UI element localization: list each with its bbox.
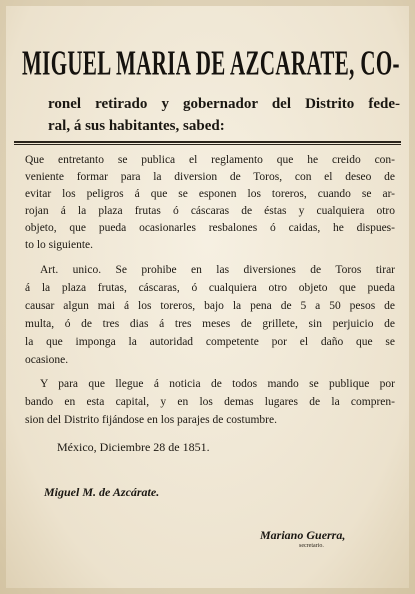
body-line: rojan á la plaza frutas ó cáscaras de éstas y cualquiera otro (25, 205, 395, 217)
article-line: la que imponga la autoridad competente por el daño que se (25, 336, 395, 348)
secretary-signature: Mariano Guerra, (260, 528, 346, 542)
body-line: objeto, que pueda ocasionarles resbalones ó caidas, he dispues- (25, 222, 395, 234)
proclamation-heading: MIGUEL MARIA DE AZCARATE, CO- (22, 44, 400, 83)
body-line: Que entretanto se publica el reglamento que he creido con- (25, 154, 395, 166)
proclamation-date: México, Diciembre 28 de 1851. (57, 440, 210, 454)
closing-line: Y para que llegue á noticia de todos mando se publique por (40, 378, 395, 390)
subheading-line-2: ral, á sus habitantes, sabed: (48, 118, 225, 134)
body-line: to lo siguiente. (25, 239, 94, 251)
divider-rule-thin (14, 144, 401, 145)
article-line: á la plaza frutas, cáscaras, ó cualquiera otro objeto que pueda (25, 282, 395, 294)
closing-line: bando en esta capital, y en los demas lugares de la compren- (25, 396, 395, 408)
body-line: evitar los peligros á que se esponen los toreros, cuando se ar- (25, 188, 395, 200)
subheading-line-1: ronel retirado y gobernador del Distrito fede- (48, 96, 400, 112)
article-line: causar algun mai á los toreros, bajo la pena de 5 a 50 pesos de (25, 300, 395, 312)
governor-signature: Miguel M. de Azcárate. (44, 485, 160, 499)
divider-rule (14, 141, 401, 143)
closing-line: sion del Distrito fijándose en los parajes de costumbre. (25, 414, 277, 426)
article-line: ocasione. (25, 354, 69, 366)
article-line: multa, ó de tres dias á tres meses de grillete, sin perjuicio de (25, 318, 395, 330)
body-line: veniente formar para la diversion de Toros, con el deseo de (25, 171, 395, 183)
article-line: Art. unico. Se prohibe en las diversiones de Toros tirar (40, 264, 395, 276)
secretary-role: secretario. (299, 543, 324, 549)
